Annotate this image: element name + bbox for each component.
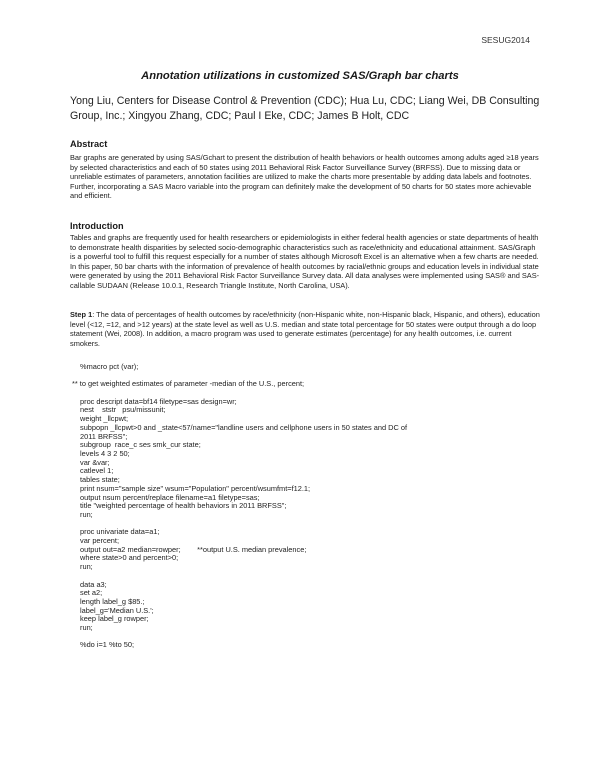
code-line: 2011 BRFSS"; <box>80 431 128 441</box>
code-line: run; <box>80 509 93 519</box>
code-line: output nsum percent/replace filename=a1 filetype=sas; <box>80 492 260 502</box>
code-line: label_g='Median U.S.'; <box>80 605 154 615</box>
code-line: title "weighted percentage of health behaviors in 2011 BRFSS"; <box>80 501 287 511</box>
code-line: data a3; <box>80 579 107 589</box>
code-line: where state>0 and percent>0; <box>80 553 179 563</box>
code-line: set a2; <box>80 588 103 598</box>
code-line: catlevel 1; <box>80 466 114 476</box>
code-line: length label_g $85.; <box>80 596 145 606</box>
code-line: %do i=1 %to 50; <box>80 640 135 650</box>
code-line: keep label_g rowper; <box>80 614 149 624</box>
code-line: run; <box>80 562 93 572</box>
code-line: levels 4 3 2 50; <box>80 449 130 458</box>
code-line: subpopn _llcpwt>0 and _state<57/name="landline users and cellphone users in 50 states and DC of <box>80 422 408 432</box>
code-line: %macro pct (var); <box>80 362 139 371</box>
code-line: tables state; <box>80 475 120 485</box>
introduction-heading: Introduction <box>70 221 124 231</box>
code-line: print nsum="sample size" wsum="Population" percent/wsumfmt=f12.1; <box>80 483 311 493</box>
abstract-heading: Abstract <box>70 139 108 149</box>
code-line: weight _llcpwt; <box>80 414 129 424</box>
introduction-text: Tables and graphs are frequently used for health researchers or epidemiologists in either federal health agencies or state departments of health to demonstrate health disparities by selected socio-demographic characteristics such as race/ethnicity and educational attainment. SAS/Graph is a powerful tool to fulfill this request especially for a number of states although Microsoft Excel is an alternative when a few charts are needed. In this paper, 50 bar charts with the information of prevalence of health outcomes by racial/ethnic groups and education levels in individual state were generated by using the 2011 Behavioral Risk Factor Surveillance Survey data. All data analyses were implemented using SAS® and SAS-callable SUDAAN (Release 10.0.1, Research Triangle Institute, North Carolina, USA). <box>70 233 540 290</box>
code-line: ** to get weighted estimates of parameter -median of the U.S., percent; <box>72 379 305 389</box>
code-line: subgroup race_c ses smk_cur state; <box>80 440 201 450</box>
paper-title: Annotation utilizations in customized SAS/Graph bar charts <box>141 70 459 82</box>
abstract-text: Bar graphs are generated by using SAS/Gchart to present the distribution of health behaviors or health outcomes among adults aged ≥18 years by selected characteristics and each of 50 states using 2011 Behavioral Risk Factor Surveillance Survey (BRFSS). Due to missing data or unreliable estimates of parameters, annotation facilities are utilized to make the charts more presentable by adding data labels and footnotes. Further, incorporating a SAS Macro variable into the program can definitely make the development of 50 charts for 50 states more achievable and efficient. <box>70 153 539 201</box>
code-line: run; <box>80 623 93 633</box>
code-line: var percent; <box>80 536 120 546</box>
code-line: proc univariate data=a1; <box>80 527 160 537</box>
step1-label: Step 1 <box>70 310 93 319</box>
conference-tag: SESUG2014 <box>481 35 530 45</box>
code-line: var &var; <box>80 457 110 467</box>
step1-paragraph <box>70 310 540 348</box>
code-line: proc descript data=bf14 filetype=sas design=wr; <box>80 396 237 406</box>
author-list: Yong Liu, Centers for Disease Control & Prevention (CDC); Hua Lu, CDC; Liang Wei, DB Consulting Group, Inc.; Xingyou Zhang, CDC; Paul I Eke, CDC; James B Holt, CDC <box>70 95 540 122</box>
code-line: nest ststr psu/missunit; <box>80 405 166 415</box>
step1-text: : The data of percentages of health outcomes by race/ethnicity (non-Hispanic white, non-Hispanic black, Hispanic, and others), education level (<12, =12, and >12 years) at the state level as well as U.S. median and state total percentage for 50 states were output through a do loop statement (Wei, 2008). In addition, a macro program was used to generate estimates (percentage) for any health outcomes, i.e. current smokers. <box>70 310 540 348</box>
code-line: output out=a2 median=rowper; **output U.S. median prevalence; <box>80 544 307 554</box>
sas-code-block <box>72 362 540 650</box>
